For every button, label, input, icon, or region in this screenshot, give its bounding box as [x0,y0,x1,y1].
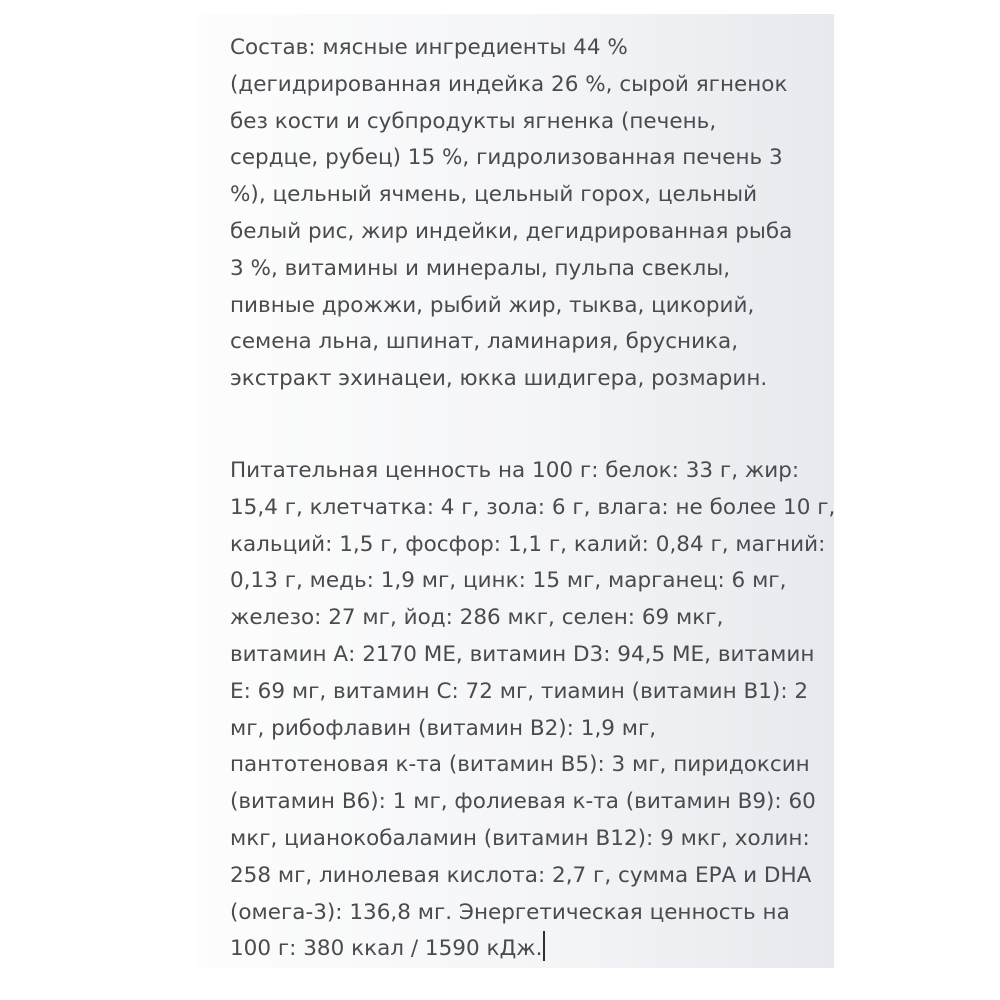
nutrition-line: (витамин В6): 1 мг, фолиевая к-та (витамин В9): 60 [230,789,816,815]
nutrition-line: мг, рибофлавин (витамин В2): 1,9 мг, [230,715,657,741]
composition-line: Состав: мясные ингредиенты 44 % [230,35,628,60]
composition-line: 3 %, витамины и минералы, пульпа свеклы, [230,255,731,281]
nutrition-line: железо: 27 мг, йод: 286 мкг, селен: 69 мкг, [230,605,724,631]
composition-line: белый рис, жир индейки, дегидрированная рыба [230,218,793,244]
composition-line: %), цельный ячмень, цельный горох, цельный [230,182,758,208]
nutrition-line-text: 100 г: 380 ккал / 1590 кДж. [230,936,543,962]
nutrition-line: 258 мг, линолевая кислота: 2,7 г, сумма ЕРА и DHA [230,862,812,888]
nutrition-last-line [230,931,820,968]
composition-line: сердце, рубец) 15 %, гидролизованная печень 3 [230,145,783,171]
composition-line: пивные дрожжи, рыбий жир, тыква, цикорий, [230,292,755,318]
nutrition-line: 15,4 г, клетчатка: 4 г, зола: 6 г, влага: не более 10 г, [230,494,836,520]
composition-line: (дегидрированная индейка 26 %, сырой ягненок [230,71,788,97]
nutrition-line: Питательная ценность на 100 г: белок: 33 г, жир: [230,458,800,483]
composition-paragraph [230,30,820,398]
nutrition-line: витамин А: 2170 МЕ, витамин D3: 94,5 МЕ, витамин [230,641,815,667]
composition-line: семена льна, шпинат, ламинария, брусника, [230,329,739,355]
composition-line: без кости и субпродукты ягненка (печень, [230,108,717,134]
nutrition-line: пантотеновая к-та (витамин В5): 3 мг, пиридоксин [230,752,810,778]
text-cursor [543,931,545,961]
nutrition-paragraph[interactable] [230,453,836,968]
nutrition-line: кальций: 1,5 г, фосфор: 1,1 г, калий: 0,84 г, магний: [230,531,826,557]
nutrition-line: 0,13 г, медь: 1,9 мг, цинк: 15 мг, марганец: 6 мг, [230,568,787,594]
nutrition-line: Е: 69 мг, витамин С: 72 мг, тиамин (витамин В1): 2 [230,678,809,704]
composition-line: экстракт эхинацеи, юкка шидигера, розмарин. [230,366,768,392]
nutrition-line: (омега-3): 136,8 мг. Энергетическая ценность на [230,899,790,925]
nutrition-line: мкг, цианокобаламин (витамин В12): 9 мкг, холин: [230,825,810,851]
